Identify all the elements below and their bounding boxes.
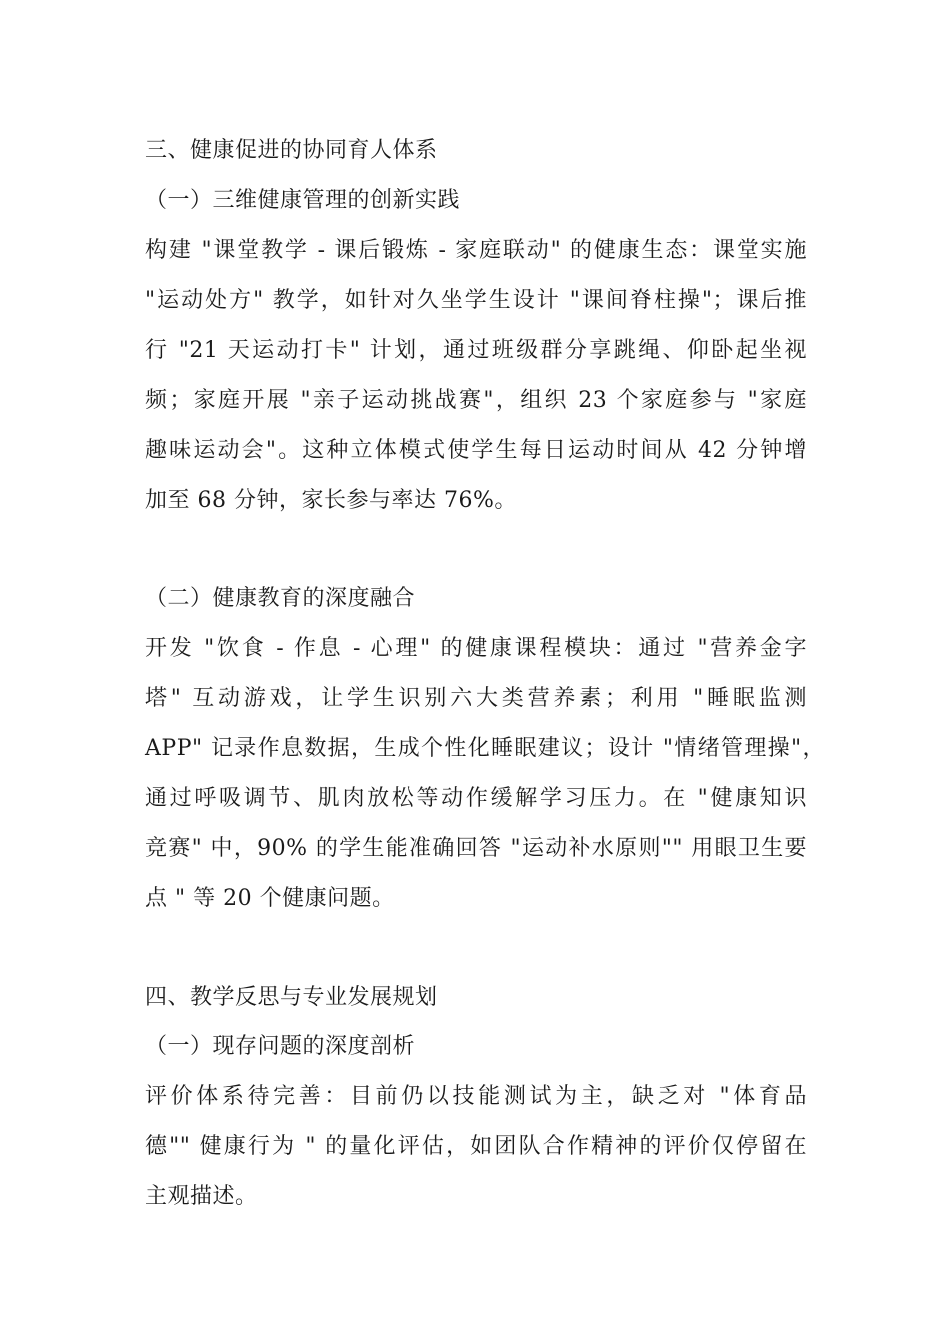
paragraph-3-2-line: 开发 "饮食 - 作息 - 心理" 的健康课程模块：通过 "营养金字 bbox=[145, 636, 807, 661]
paragraph-3-2-line: 塔" 互动游戏，让学生识别六大类营养素；利用 "睡眠监测 bbox=[145, 686, 807, 711]
paragraph-3-1-line: 加至 68 分钟，家长参与率达 76%。 bbox=[145, 488, 517, 513]
paragraph-4-1-line: 德"" 健康行为 " 的量化评估，如团队合作精神的评价仅停留在 bbox=[145, 1134, 807, 1159]
paragraph-3-1-line: 趣味运动会"。这种立体模式使学生每日运动时间从 42 分钟增 bbox=[145, 438, 807, 463]
section-4-1-heading: （一）现存问题的深度剖析 bbox=[145, 1034, 416, 1059]
paragraph-3-2-line: 通过呼吸调节、肌肉放松等动作缓解学习压力。在 "健康知识 bbox=[145, 786, 807, 811]
paragraph-3-2-line: 竞赛" 中，90% 的学生能准确回答 "运动补水原则"" 用眼卫生要 bbox=[145, 836, 807, 861]
paragraph-3-2-line: APP" 记录作息数据，生成个性化睡眠建议；设计 "情绪管理操"， bbox=[145, 736, 825, 761]
paragraph-3-1-line: "运动处方" 教学，如针对久坐学生设计 "课间脊柱操"；课后推 bbox=[145, 288, 807, 313]
section-4-heading: 四、教学反思与专业发展规划 bbox=[145, 985, 438, 1010]
paragraph-3-1-line: 频；家庭开展 "亲子运动挑战赛"，组织 23 个家庭参与 "家庭 bbox=[145, 388, 807, 413]
section-3-1-heading: （一）三维健康管理的创新实践 bbox=[145, 188, 461, 213]
paragraph-3-1-line: 构建 "课堂教学 - 课后锻炼 - 家庭联动" 的健康生态：课堂实施 bbox=[145, 238, 807, 263]
section-3-2-heading: （二）健康教育的深度融合 bbox=[145, 586, 416, 611]
paragraph-3-1-line: 行 "21 天运动打卡" 计划，通过班级群分享跳绳、仰卧起坐视 bbox=[145, 338, 807, 363]
paragraph-4-1-line: 主观描述。 bbox=[145, 1184, 258, 1209]
section-3-heading: 三、健康促进的协同育人体系 bbox=[145, 138, 438, 163]
paragraph-4-1-line: 评价体系待完善：目前仍以技能测试为主，缺乏对 "体育品 bbox=[145, 1084, 807, 1109]
paragraph-3-2-line: 点 " 等 20 个健康问题。 bbox=[145, 886, 395, 911]
